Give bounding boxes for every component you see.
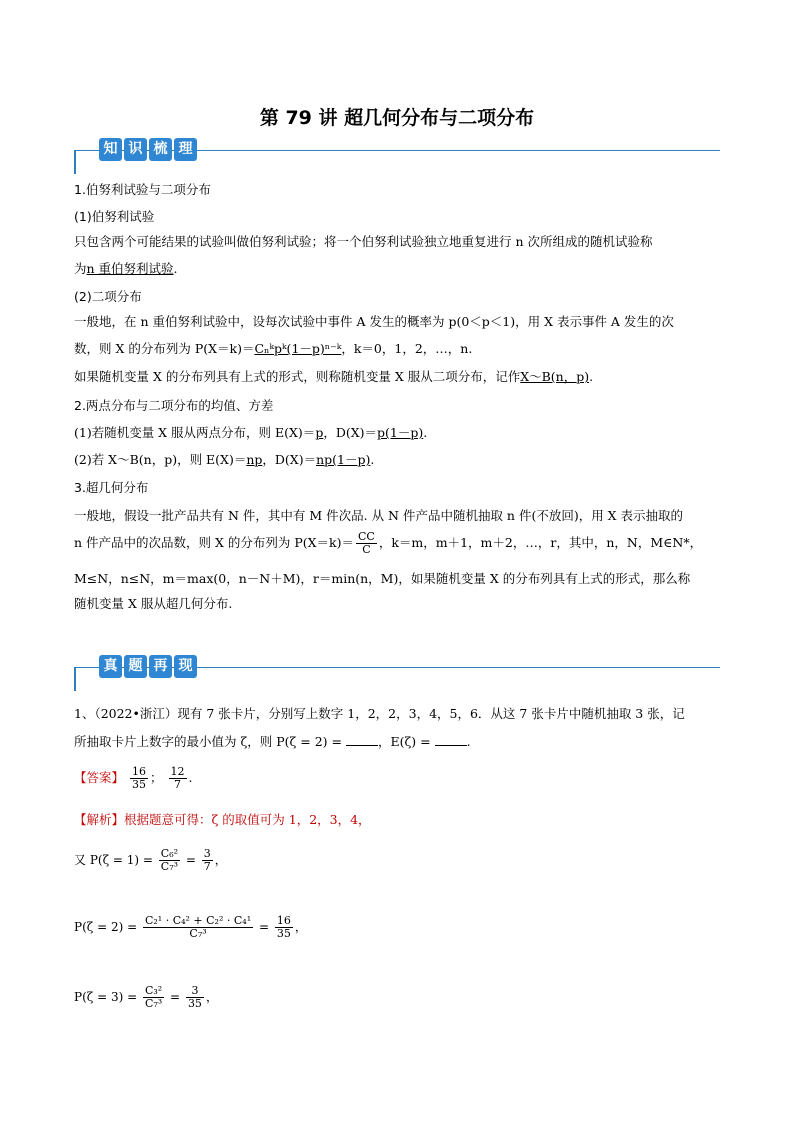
analysis-text: 根据题意可得：ζ 的取值可为 1，2，3，4，: [124, 812, 371, 827]
badge-char: 识: [124, 138, 147, 161]
paragraph-line: [74, 424, 724, 442]
fraction: [143, 985, 164, 1010]
text: 所抽取卡片上数字的最小值为 ζ，则 P(ζ = 2) =: [74, 734, 342, 749]
section-badge-knowledge: [99, 138, 197, 161]
badge-char: 再: [149, 655, 172, 678]
answer-blank: [435, 733, 467, 746]
section-badge-real-exam: [99, 655, 197, 678]
fraction-denominator: C: [362, 543, 371, 556]
answer-label: 【答案】: [74, 770, 125, 785]
text: 如果随机变量 X 的分布列具有上式的形式，则称随机变量 X 服从二项分布，记作: [74, 369, 521, 384]
text: 为: [74, 261, 87, 276]
fraction-numerator: 16: [132, 765, 146, 778]
fraction-numerator: 16: [276, 914, 291, 927]
fraction-denominator: 35: [132, 778, 146, 791]
underlined-formula: p: [315, 425, 324, 440]
section-tick: [74, 667, 76, 691]
fraction: [275, 915, 293, 940]
question-line: 1、（2022•浙江）现有 7 张卡片，分别写上数字 1，2，2，3，4，5，6．从这 7 张卡片中随机抽取 3 张，记: [74, 706, 685, 721]
formula-line: [74, 915, 724, 940]
underlined-formula: X～B(n，p): [520, 369, 590, 384]
subheading-binomial: (2)二项分布: [74, 289, 142, 304]
text: (2)若 X～B(n，p)，则 E(X)＝: [74, 452, 247, 467]
answer-blank: [346, 733, 378, 746]
fraction-denominator: 35: [276, 927, 291, 940]
section-tick: [74, 150, 76, 174]
answer-line: [74, 766, 724, 791]
paragraph-line: 随机变量 X 服从超几何分布.: [74, 596, 233, 611]
paragraph-line: [74, 260, 724, 278]
fraction-numerator: 3: [186, 985, 204, 998]
fraction: [169, 766, 187, 791]
paragraph-line: M≤N，n≤N，m＝max(0，n－N＋M)，r＝min(n，M)，如果随机变量 X 的分布列具有上式的形式，那么称: [74, 571, 691, 586]
text: P(ζ = 3) =: [74, 990, 138, 1004]
formula-line: [74, 985, 724, 1010]
page-title: 第 79 讲 超几何分布与二项分布: [259, 107, 535, 129]
heading-bernoulli-binomial: 1.伯努利试验与二项分布: [74, 182, 211, 197]
text: .: [589, 369, 594, 384]
fraction: [202, 848, 213, 873]
formula-line: [74, 848, 724, 873]
badge-char: 知: [99, 138, 122, 161]
paragraph-line: [74, 451, 724, 469]
fraction: [356, 531, 377, 556]
paragraph-line: [74, 531, 724, 556]
heading-hypergeometric: 3.超几何分布: [74, 480, 149, 495]
text: ，k＝0，1，2，…，n.: [341, 341, 473, 356]
text: ，: [214, 853, 227, 867]
fraction-numerator: C₃²: [144, 984, 163, 997]
badge-char: 梳: [149, 138, 172, 161]
badge-char: 现: [174, 655, 197, 678]
fraction: [186, 985, 204, 1010]
text: ，D(X)＝: [262, 452, 317, 467]
text: ，D(X)＝: [323, 425, 378, 440]
question-line: [74, 733, 724, 751]
text: (1)若随机变量 X 服从两点分布，则 E(X)＝: [74, 425, 316, 440]
underlined-formula: np: [246, 452, 263, 467]
fraction-denominator: C₇³: [189, 927, 207, 940]
paragraph-line: 只包含两个可能结果的试验叫做伯努利试验；将一个伯努利试验独立地重复进行 n 次所组成的随机试验称: [74, 234, 653, 249]
fraction-denominator: 7: [174, 778, 181, 791]
text: .: [173, 261, 178, 276]
fraction: [159, 848, 180, 873]
fraction-numerator: 3: [203, 847, 211, 860]
analysis-label: 【解析】: [74, 812, 125, 827]
text: .: [466, 734, 471, 749]
fraction-denominator: 35: [187, 997, 202, 1010]
badge-char: 真: [99, 655, 122, 678]
underlined-term: n 重伯努利试验: [86, 261, 174, 276]
fraction: [130, 766, 148, 791]
paragraph-line: [74, 340, 724, 358]
underlined-formula: p(1－p): [377, 425, 424, 440]
text: ，k＝m，m＋1，m＋2，…，r，其中，n，N，M∈N*，: [378, 535, 703, 550]
text: =: [258, 920, 269, 934]
fraction-numerator: 12: [170, 765, 185, 778]
text: .: [423, 425, 428, 440]
fraction-denominator: 7: [203, 860, 211, 873]
text: =: [185, 853, 196, 867]
text: .: [188, 770, 193, 785]
text: ，: [205, 990, 218, 1004]
text: 又 P(ζ = 1) =: [74, 853, 153, 867]
text: =: [170, 990, 181, 1004]
text: ；: [150, 770, 163, 785]
text: ，: [294, 920, 307, 934]
paragraph-line: [74, 368, 724, 386]
paragraph-line: 一般地，假设一批产品共有 N 件，其中有 M 件次品. 从 N 件产品中随机抽取 n 件(不放回)，用 X 表示抽取的: [74, 508, 684, 523]
fraction-denominator: C₇³: [144, 997, 163, 1010]
heading-mean-variance: 2.两点分布与二项分布的均值、方差: [74, 398, 274, 413]
underlined-formula: Cₙᵏpᵏ(1－p)ⁿ⁻ᵏ: [254, 341, 342, 356]
text: P(ζ = 2) =: [74, 920, 138, 934]
text: n 件产品中的次品数，则 X 的分布列为 P(X＝k)＝: [74, 535, 354, 550]
text: 数，则 X 的分布列为 P(X＝k)＝: [74, 341, 255, 356]
analysis-line: [74, 811, 724, 829]
fraction-numerator: CC: [357, 530, 375, 543]
fraction-denominator: C₇³: [160, 860, 179, 873]
subheading-bernoulli: (1)伯努利试验: [74, 209, 155, 224]
fraction-numerator: C₂¹ · C₄² + C₂² · C₄¹: [144, 914, 252, 927]
text: ，E(ζ) =: [377, 734, 431, 749]
badge-char: 理: [174, 138, 197, 161]
fraction-numerator: C₆²: [160, 847, 179, 860]
badge-char: 题: [124, 655, 147, 678]
paragraph-line: 一般地，在 n 重伯努利试验中，设每次试验中事件 A 发生的概率为 p(0＜p＜1)，用 X 表示事件 A 发生的次: [74, 314, 674, 329]
text: .: [370, 452, 375, 467]
fraction: [143, 915, 253, 940]
underlined-formula: np(1－p): [316, 452, 371, 467]
